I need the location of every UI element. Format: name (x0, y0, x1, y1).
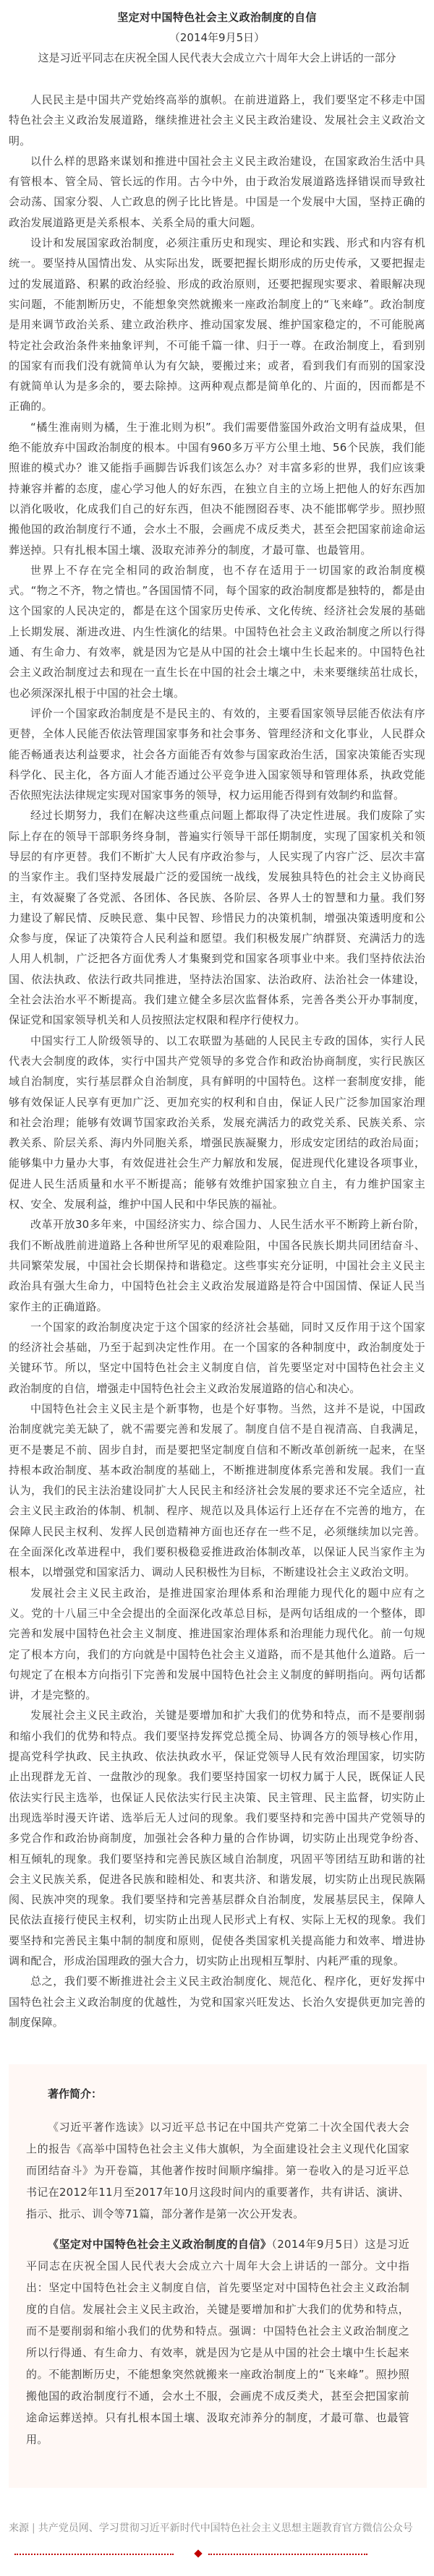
source-text: 共产党员网、学习贯彻习近平新时代中国特色社会主义思想主题教育官方微信公众号 (38, 2523, 413, 2535)
divider-line-right (208, 2554, 367, 2555)
article-body (9, 90, 425, 2032)
paragraph: 以什么样的思路来谋划和推进中国社会主义民主政治建设，在国家政治生活中具有管根本、管全局、管长远的作用。古今中外，由于政治发展道路选择错误而导致社会动荡、国家分裂、人亡政息的例子比比皆是。中国是一个发展中大国，坚持正确的政治发展道路更是关系根本、关系全局的重大问题。 (9, 154, 425, 229)
intro-heading: 著作简介： (48, 2087, 103, 2101)
paragraph: 世界上不存在完全相同的政治制度，也不存在适用于一切国家的政治制度模式。“物之不齐，物之情也。”各国国情不同，每个国家的政治制度都是独特的，都是由这个国家的人民决定的，都是在这个国家历史传承、文化传统、经济社会发展的基础上长期发展、渐进改进、内生性演化的结果。中国特色社会主义政治制度之所以行得通、有生命力、有效率，就是因为它是从中国的社会土壤中生长起来的。中国特色社会主义政治制度过去和现在一直生长在中国的社会土壤之中，未来要继续茁壮成长，也必须深深扎根于中国的社会土壤。 (9, 563, 425, 700)
intro-article-summary: （2014年9月5日）这是习近平同志在庆祝全国人民代表大会成立六十周年大会上讲话的一部分。文中指出：坚定中国特色社会主义制度自信，首先要坚定对中国特色社会主义政治制度的自信。发展社会主义民主政治，关键是要增加和扩大我们的优势和特点，而不是要削弱和缩小我们的优势和特点。强调：中国特色社会主义政治制度之所以行得通、有生命力、有效率，就是因为它是从中国的社会土壤中生长起来的。不能割断历史，不能想象突然就搬来一座政治制度上的“飞来峰”。照抄照搬他国的政治制度行不通，会水土不服，会画虎不成反类犬，甚至会把国家前途命运葬送掉。只有扎根本国土壤、汲取充沛养分的制度，才最可靠、也最管用。 (26, 2238, 409, 2447)
source-line (9, 2520, 425, 2537)
intro-paragraph: 《习近平著作选读》以习近平总书记在中国共产党第二十次全国代表大会上的报告《高举中国特色社会主义伟大旗帜，为全面建设社会主义现代化国家而团结奋斗》为开卷篇，其他著作按时间顺序编排。第一卷收入的是习近平总书记在2012年11月至2017年10月这段时间内的重要著作，共有讲话、演讲、指示、批示、训令等71篇，部分著作是第一次公开发表。 (26, 2121, 409, 2221)
source-label: 来源 (9, 2523, 29, 2535)
ornamental-divider (9, 2547, 425, 2562)
book-intro-box (9, 2064, 427, 2488)
article-title: 坚定对中国特色社会主义政治制度的自信 (117, 11, 317, 24)
divider-line-left (14, 2554, 174, 2555)
intro-paragraph (26, 2233, 409, 2450)
article-subtitle: 这是习近平同志在庆祝全国人民代表大会成立六十周年大会上讲话的一部分 (38, 51, 396, 64)
paragraph: “橘生淮南则为橘，生于淮北则为枳”。我们需要借鉴国外政治文明有益成果，但绝不能放弃中国政治制度的根本。中国有960多万平方公里土地、56个民族，我们能照谁的模式办？谁又能指手画脚告诉我们该怎么办？对丰富多彩的世界，我们应该秉持兼容并蓄的态度，虚心学习他人的好东西，在独立自主的立场上把他人的好东西加以消化吸收，化成我们自己的好东西，但决不能囫囵吞枣、决不能邯郸学步。照抄照搬他国的政治制度行不通，会水土不服，会画虎不成反类犬，甚至会把国家前途命运葬送掉。只有扎根本国土壤、汲取充沛养分的制度，才最可靠、也最管用。 (9, 420, 425, 557)
article-date: （2014年9月5日） (169, 31, 265, 44)
paragraph: 中国特色社会主义民主是个新事物，也是个好事物。当然，这并不是说，中国政治制度就完美无缺了，就不需要完善和发展了。制度自信不是自视清高、自我满足，更不是裹足不前、固步自封，而是要把坚定制度自信和不断改革创新统一起来，在坚持根本政治制度、基本政治制度的基础上，不断推进制度体系完善和发展。我们一直认为，我们的民主法治建设同扩大人民民主和经济社会发展的要求还不完全适应，社会主义民主政治的体制、机制、程序、规范以及具体运行上还存在不完善的地方，在保障人民民主权利、发挥人民创造精神方面也还存在一些不足，必须继续加以完善。在全面深化改革进程中，我们要积极稳妥推进政治体制改革，以保证人民当家作主为根本，以增强党和国家活力、调动人民积极性为目标，不断建设社会主义政治文明。 (9, 1402, 425, 1579)
paragraph: 经过长期努力，我们在解决这些重点问题上都取得了决定性进展。我们废除了实际上存在的领导干部职务终身制，普遍实行领导干部任期制度，实现了国家机关和领导层的有序更替。我们不断扩大人民有序政治参与，人民实现了内容广泛、层次丰富的当家作主。我们坚持发展最广泛的爱国统一战线，发展独具特色的社会主义协商民主，有效凝聚了各党派、各团体、各民族、各阶层、各界人士的智慧和力量。我们努力建设了解民情、反映民意、集中民智、珍惜民力的决策机制，增强决策透明度和公众参与度，保证了决策符合人民利益和愿望。我们积极发展广纳群贤、充满活力的选人用人机制，广泛把各方面优秀人才集聚到党和国家各项事业中来。我们坚持依法治国、依法执政、依法行政共同推进，坚持法治国家、法治政府、法治社会一体建设，全社会法治水平不断提高。我们建立健全多层次监督体系，完善各类公开办事制度，保证党和国家领导机关和人员按照法定权限和程序行使权力。 (9, 809, 425, 1027)
source-separator: | (32, 2523, 35, 2535)
paragraph: 发展社会主义民主政治，关键是要增加和扩大我们的优势和特点，而不是要削弱和缩小我们的优势和特点。我们要坚持发挥党总揽全局、协调各方的领导核心作用，提高党科学执政、民主执政、依法执政水平，保证党领导人民有效治理国家，切实防止出现群龙无首、一盘散沙的现象。我们要坚持国家一切权力属于人民，既保证人民依法实行民主选举，也保证人民依法实行民主决策、民主管理、民主监督，切实防止出现选举时漫天许诺、选举后无人过问的现象。我们要坚持和完善中国共产党领导的多党合作和政治协商制度，加强社会各种力量的合作协调，切实防止出现党争纷沓、相互倾轧的现象。我们要坚持和完善民族区域自治制度，巩固平等团结互助和谐的社会主义民族关系，促进各民族和睦相处、和衷共济、和谐发展，切实防止出现民族隔阂、民族冲突的现象。我们要坚持和完善基层群众自治制度，发展基层民主，保障人民依法直接行使民主权利，切实防止出现人民形式上有权、实际上无权的现象。我们要坚持和完善民主集中制的制度和原则，促使各类国家机关提高能力和效率、增进协调和配合，形成治国理政的强大合力，切实防止出现相互掣肘、内耗严重的现象。 (9, 1709, 425, 1968)
article-header (9, 0, 425, 68)
paragraph: 设计和发展国家政治制度，必须注重历史和现实、理论和实践、形式和内容有机统一。要坚持从国情出发、从实际出发，既要把握长期形成的历史传承，又要把握走过的发展道路、积累的政治经验、形成的政治原则，还要把握现实要求、着眼解决现实问题，不能割断历史，不能想象突然就搬来一座政治制度上的“飞来峰”。政治制度是用来调节政治关系、建立政治秩序、推动国家发展、维护国家稳定的，不可能脱离特定社会政治条件来抽象评判，不可能千篇一律、归于一尊。在政治制度上，看到别的国家有而我们没有就简单认为有欠缺，要搬过来；或者，看到我们有而别的国家没有就简单认为是多余的，要去除掉。这两种观点都是简单化的、片面的，因而都是不正确的。 (9, 236, 425, 413)
diamond-icon (194, 2550, 202, 2558)
paragraph: 发展社会主义民主政治，是推进国家治理体系和治理能力现代化的题中应有之义。党的十八届三中全会提出的全面深化改革总目标，是两句话组成的一个整体，即完善和发展中国特色社会主义制度、推进国家治理体系和治理能力现代化。前一句规定了根本方向，我们的方向就是中国特色社会主义道路，而不是其他什么道路。后一句规定了在根本方向指引下完善和发展中国特色社会主义制度的鲜明指向。两句话都讲，才是完整的。 (9, 1586, 425, 1702)
paragraph: 中国实行工人阶级领导的、以工农联盟为基础的人民民主专政的国体，实行人民代表大会制度的政体，实行中国共产党领导的多党合作和政治协商制度，实行民族区域自治制度，实行基层群众自治制度，具有鲜明的中国特色。这样一套制度安排，能够有效保证人民享有更加广泛、更加充实的权利和自由，保证人民广泛参加国家治理和社会治理；能够有效调节国家政治关系，发展充满活力的政党关系、民族关系、宗教关系、阶层关系、海内外同胞关系，增强民族凝聚力，形成安定团结的政治局面；能够集中力量办大事，有效促进社会生产力解放和发展，促进现代化建设各项事业，促进人民生活质量和水平不断提高；能够有效维护国家独立自主，有力维护国家主权、安全、发展利益，维护中国人民和中华民族的福祉。 (9, 1034, 425, 1211)
paragraph: 改革开放30多年来，中国经济实力、综合国力、人民生活水平不断跨上新台阶，我们不断战胜前进道路上各种世所罕见的艰难险阻，中国各民族长期共同团结奋斗、共同繁荣发展，中国社会长期保持和谐稳定。这些事实充分证明，中国社会主义民主政治具有强大生命力，中国特色社会主义政治发展道路是符合中国国情、保证人民当家作主的正确道路。 (9, 1218, 425, 1313)
paragraph: 评价一个国家政治制度是不是民主的、有效的，主要看国家领导层能否依法有序更替，全体人民能否依法管理国家事务和社会事务、管理经济和文化事业，人民群众能否畅通表达利益要求，社会各方面能否有效参与国家政治生活，国家决策能否实现科学化、民主化，各方面人才能否通过公平竞争进入国家领导和管理体系，执政党能否依照宪法法律规定实现对国家事务的领导，权力运用能否得到有效制约和监督。 (9, 706, 425, 802)
paragraph: 一个国家的政治制度决定于这个国家的经济社会基础，同时又反作用于这个国家的经济社会基础，乃至于起到决定性作用。在一个国家的各种制度中，政治制度处于关键环节。所以，坚定中国特色社会主义制度自信，首先要坚定对中国特色社会主义政治制度的自信，增强走中国特色社会主义政治发展道路的信心和决心。 (9, 1320, 425, 1395)
intro-article-title: 《坚定对中国特色社会主义政治制度的自信》 (48, 2238, 272, 2251)
paragraph: 人民民主是中国共产党始终高举的旗帜。在前进道路上，我们要坚定不移走中国特色社会主义政治发展道路，继续推进社会主义民主政治建设、发展社会主义政治文明。 (9, 93, 425, 147)
paragraph: 总之，我们要不断推进社会主义民主政治制度化、规范化、程序化，更好发挥中国特色社会主义政治制度的优越性，为党和国家兴旺发达、长治久安提供更加完善的制度保障。 (9, 1975, 425, 2029)
